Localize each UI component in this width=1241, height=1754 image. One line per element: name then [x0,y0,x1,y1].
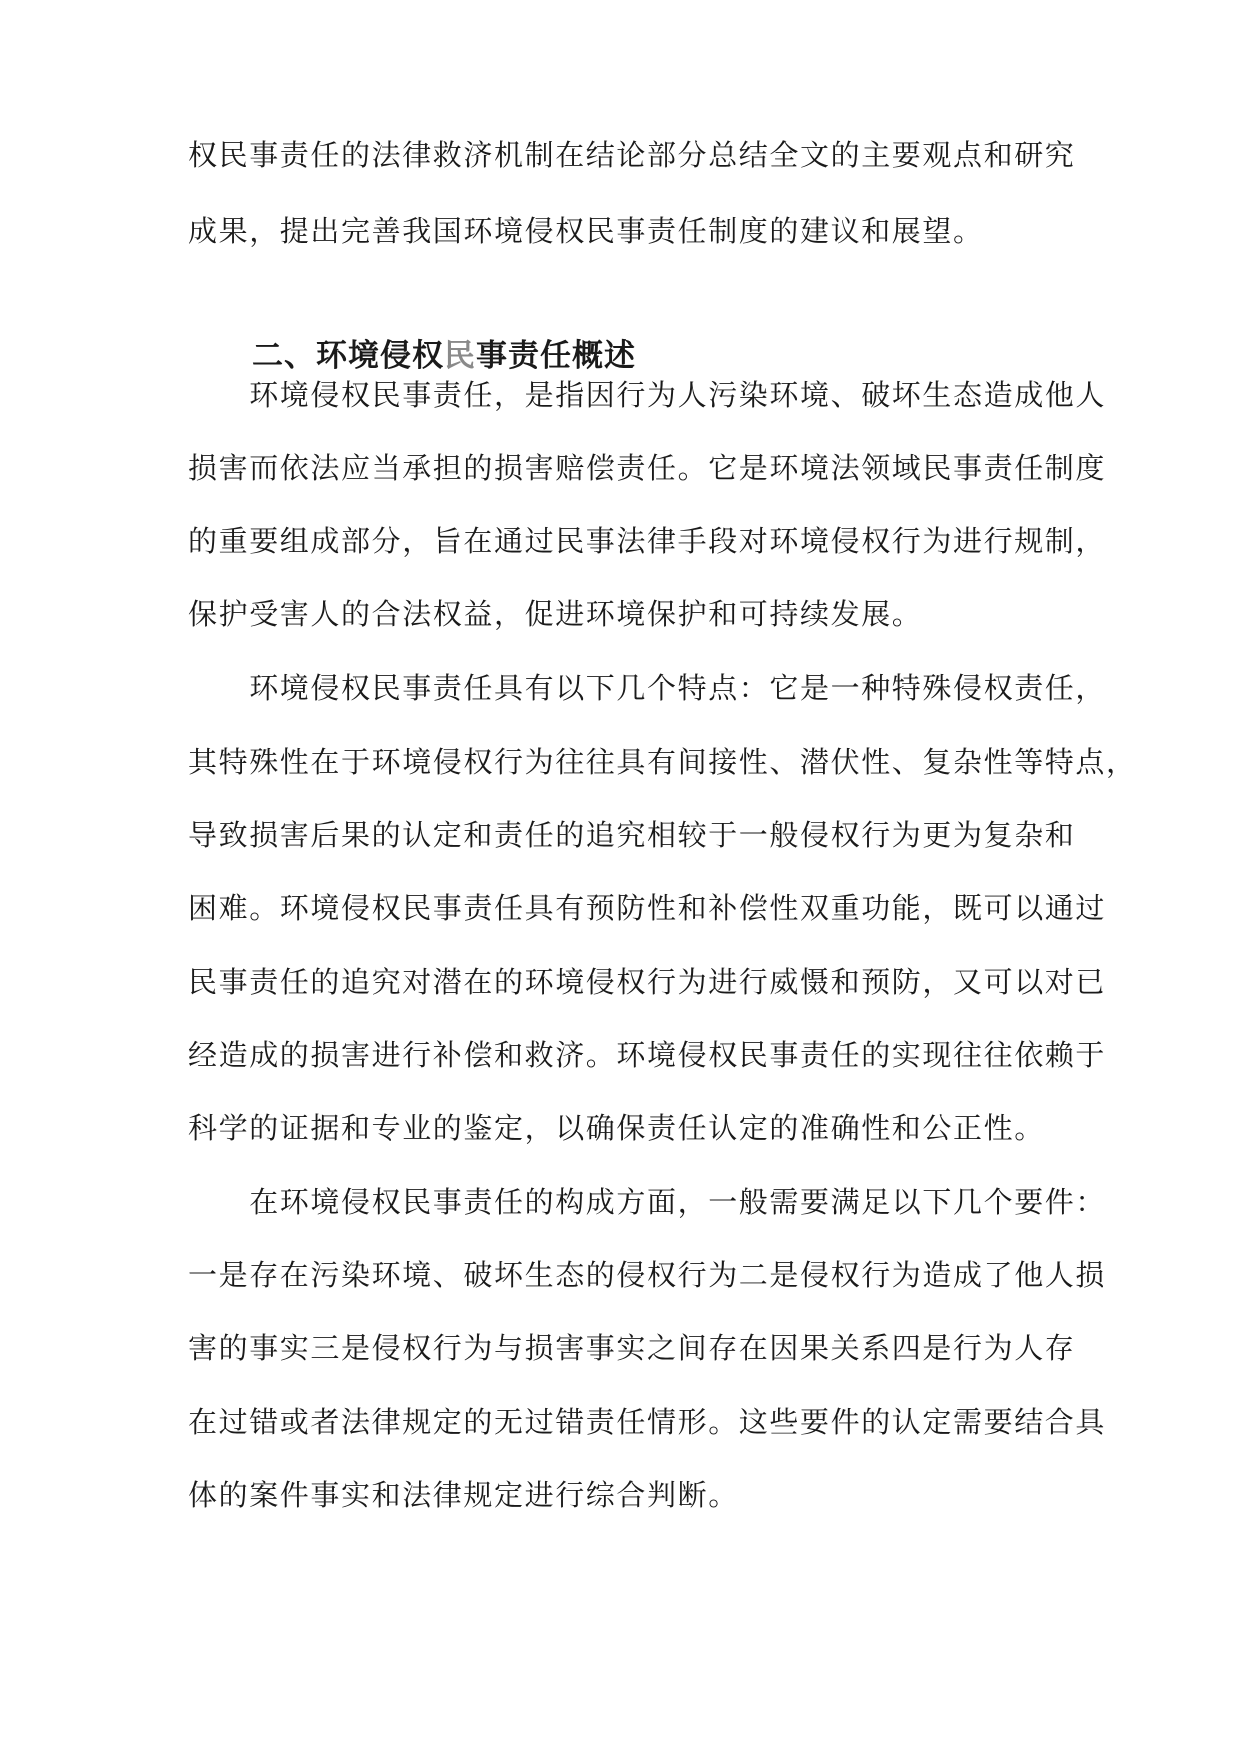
text-line: 环境侵权民事责任具有以下几个特点：它是一种特殊侵权责任， [188,671,1107,705]
text-line: 保护受害人的合法权益，促进环境保护和可持续发展。 [188,597,923,631]
text-line: 经造成的损害进行补偿和救济。环境侵权民事责任的实现往往依赖于 [188,1038,1107,1072]
text-line: 科学的证据和专业的鉴定，以确保责任认定的准确性和公正性。 [188,1111,1045,1145]
text-line: 困难。环境侵权民事责任具有预防性和补偿性双重功能，既可以通过 [188,891,1107,925]
text-line: 民事责任的追究对潜在的环境侵权行为进行威慑和预防，又可以对已 [188,965,1107,999]
section-heading [252,334,636,378]
text-line: 一是存在污染环境、破坏生态的侵权行为二是侵权行为造成了他人损 [188,1258,1107,1292]
section-heading-part: 二、环境侵权 [252,338,444,374]
text-line: 体的案件事实和法律规定进行综合判断。 [188,1478,739,1512]
text-line: 在环境侵权民事责任的构成方面，一般需要满足以下几个要件： [188,1185,1107,1219]
text-line: 的重要组成部分，旨在通过民事法律手段对环境侵权行为进行规制， [188,524,1107,558]
text-line: 成果，提出完善我国环境侵权民事责任制度的建议和展望。 [188,214,984,248]
section-heading-part: 事责任概述 [476,338,636,374]
text-line: 环境侵权民事责任，是指因行为人污染环境、破坏生态造成他人 [188,378,1107,412]
section-heading-marked-char: 民 [444,338,476,374]
text-line: 害的事实三是侵权行为与损害事实之间存在因果关系四是行为人存 [188,1331,1076,1365]
text-line: 其特殊性在于环境侵权行为往往具有间接性、潜伏性、复杂性等特点， [188,745,1137,779]
text-line: 损害而依法应当承担的损害赔偿责任。它是环境法领域民事责任制度 [188,451,1107,485]
text-line: 权民事责任的法律救济机制在结论部分总结全文的主要观点和研究 [188,138,1076,172]
text-line: 导致损害后果的认定和责任的追究相较于一般侵权行为更为复杂和 [188,818,1076,852]
text-line: 在过错或者法律规定的无过错责任情形。这些要件的认定需要结合具 [188,1405,1107,1439]
